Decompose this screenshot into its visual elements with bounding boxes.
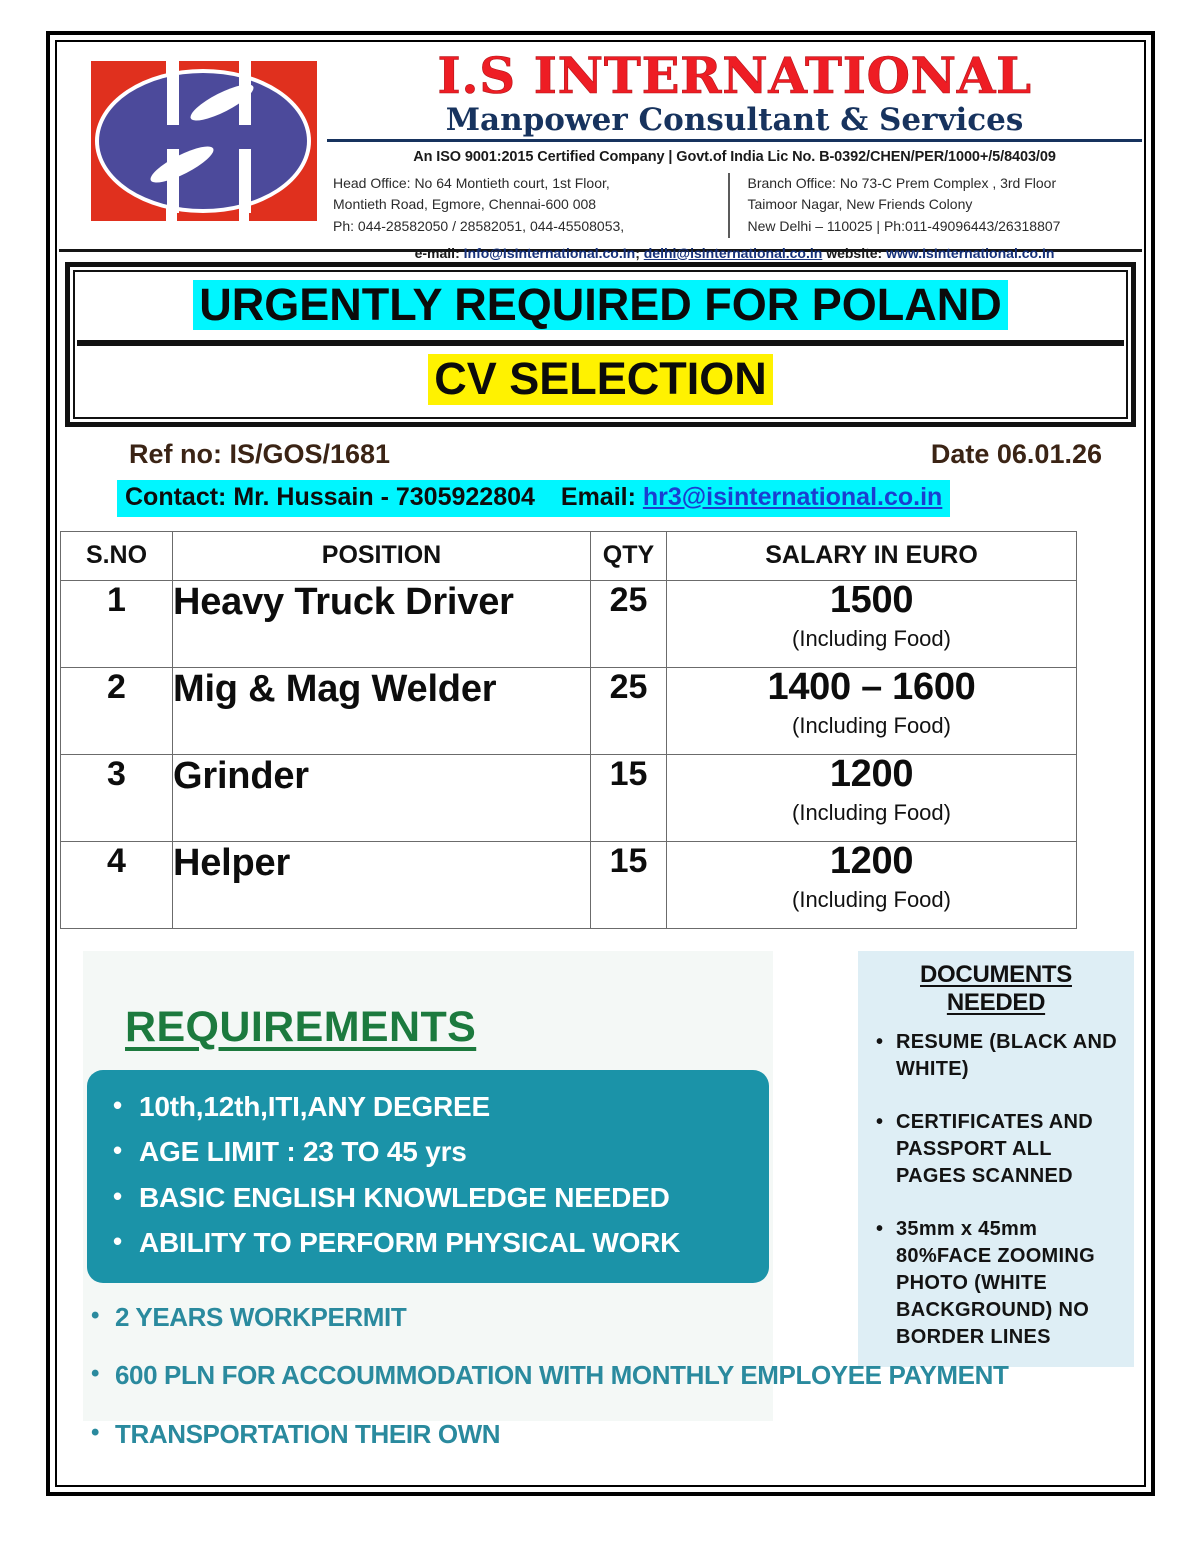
logo-notch-top-left [167,61,179,125]
banner-headline: URGENTLY REQUIRED FOR POLAND [193,280,1008,330]
list-item: • 600 PLN FOR ACCOUMMODATION WITH MONTHLY EMPLOYEE PAYMENT [83,1361,1123,1390]
list-item: • CERTIFICATES AND PASSPORT ALL PAGES SCANNED [896,1109,1124,1190]
table-row [61,580,1077,667]
row-qty: 15 [591,754,667,841]
company-website[interactable]: www.IsInternational.co.In [886,244,1055,261]
row-salary [667,580,1077,667]
row-sno: 3 [61,754,173,841]
row-salary-note: (Including Food) [792,625,951,651]
list-item: • 35mm x 45mm 80%FACE ZOOMING PHOTO (WHITE BACKGROUND) NO BORDER LINES [896,1216,1124,1351]
banner-subline: CV SELECTION [428,354,773,404]
contact-email-value[interactable]: hr3@isinternational.co.in [642,482,943,511]
documents-needed-title: DOCUMENTS NEEDED [920,960,1072,1016]
contact-email-label: Email: [560,482,636,511]
company-subtitle: Manpower Consultant & Services [327,104,1142,142]
row-salary [667,841,1077,928]
branch-office-line2: Taimoor Nagar, New Friends Colony [747,196,973,213]
column-header-salary: SALARY IN EURO [667,531,1077,580]
column-header-sno: S.NO [61,531,173,580]
contact-person: Contact: Mr. Hussain - 7305922804 [125,482,535,511]
company-email-primary[interactable]: Info@IsInternational.co.In [463,244,636,261]
column-header-position: POSITION [173,531,591,580]
row-salary-amount: 1200 [829,839,914,882]
logo-notch-bottom-right [239,149,251,213]
list-item: • ABILITY TO PERFORM PHYSICAL WORK [139,1220,751,1265]
document-content [59,44,1142,1483]
list-item: • BASIC ENGLISH KNOWLEDGE NEEDED [139,1175,751,1220]
company-contact-line [327,245,1142,261]
additional-notes [83,1303,1123,1479]
row-sno: 1 [61,580,173,667]
email-separator: ; [635,244,640,261]
row-sno: 2 [61,667,173,754]
email-label: e-mail: [414,244,460,261]
row-position: Grinder [173,754,591,841]
head-office-block [327,173,728,238]
row-salary-note: (Including Food) [792,799,951,825]
row-qty: 25 [591,580,667,667]
is-international-logo [89,57,321,229]
list-item: • 2 YEARS WORKPERMIT [83,1303,1123,1332]
contact-bar [117,480,950,517]
row-salary-amount: 1400 – 1600 [767,665,976,708]
advert-date: Date 06.01.26 [930,438,1102,469]
head-office-line1: Head Office: No 64 Montieth court, 1st Floor, [333,174,610,191]
branch-office-block [728,173,1143,238]
table-row [61,754,1077,841]
head-office-line2: Montieth Road, Egmore, Chennai-600 008 [333,196,597,213]
list-item: • TRANSPORTATION THEIR OWN [83,1420,1123,1449]
row-position: Mig & Mag Welder [173,667,591,754]
banner-headline-row [77,274,1124,340]
company-title: I.S INTERNATIONAL [437,46,1032,105]
table-row [61,841,1077,928]
table-header-row [61,531,1077,580]
branch-office-line1: Branch Office: No 73-C Prem Complex , 3rd Floor [747,174,1057,191]
head-office-line3: Ph: 044-28582050 / 28582051, 044-45508053, [333,217,625,234]
list-item: • AGE LIMIT : 23 TO 45 yrs [139,1129,751,1174]
row-salary [667,667,1077,754]
row-salary-note: (Including Food) [792,886,951,912]
website-label: website: [826,244,883,261]
company-brand-block [327,44,1142,261]
requirements-list [105,1084,751,1265]
logo-purple-ellipse [99,73,307,209]
vacancies-table [60,531,1077,929]
row-qty: 25 [591,667,667,754]
branch-office-line3: New Delhi – 110025 | Ph:011-49096443/26318807 [747,217,1061,234]
reference-row [129,439,1102,470]
row-salary-amount: 1500 [829,578,914,621]
list-item: • 10th,12th,ITI,ANY DEGREE [139,1084,751,1129]
lower-section [59,951,1142,1449]
requirements-heading: REQUIREMENTS [125,1002,477,1051]
company-email-delhi[interactable]: delhi@isinternational.co.in [643,244,823,261]
row-position: Helper [173,841,591,928]
announcement-banner [65,262,1136,427]
reference-number: Ref no: IS/GOS/1681 [129,438,391,469]
company-iso-line: An ISO 9001:2015 Certified Company | Govt.of India Lic No. B-0392/CHEN/PER/1000+/5/8403/09 [413,148,1056,165]
row-salary-amount: 1200 [829,752,914,795]
row-qty: 15 [591,841,667,928]
list-item: • RESUME (BLACK AND WHITE) [896,1029,1124,1083]
row-sno: 4 [61,841,173,928]
office-addresses [327,173,1142,238]
row-position: Heavy Truck Driver [173,580,591,667]
letterhead [59,44,1142,261]
requirements-box [87,1070,769,1283]
row-salary-note: (Including Food) [792,712,951,738]
table-row [61,667,1077,754]
announcement-banner-inner [73,270,1128,419]
row-salary [667,754,1077,841]
column-header-qty: QTY [591,531,667,580]
banner-subline-row [77,340,1124,414]
